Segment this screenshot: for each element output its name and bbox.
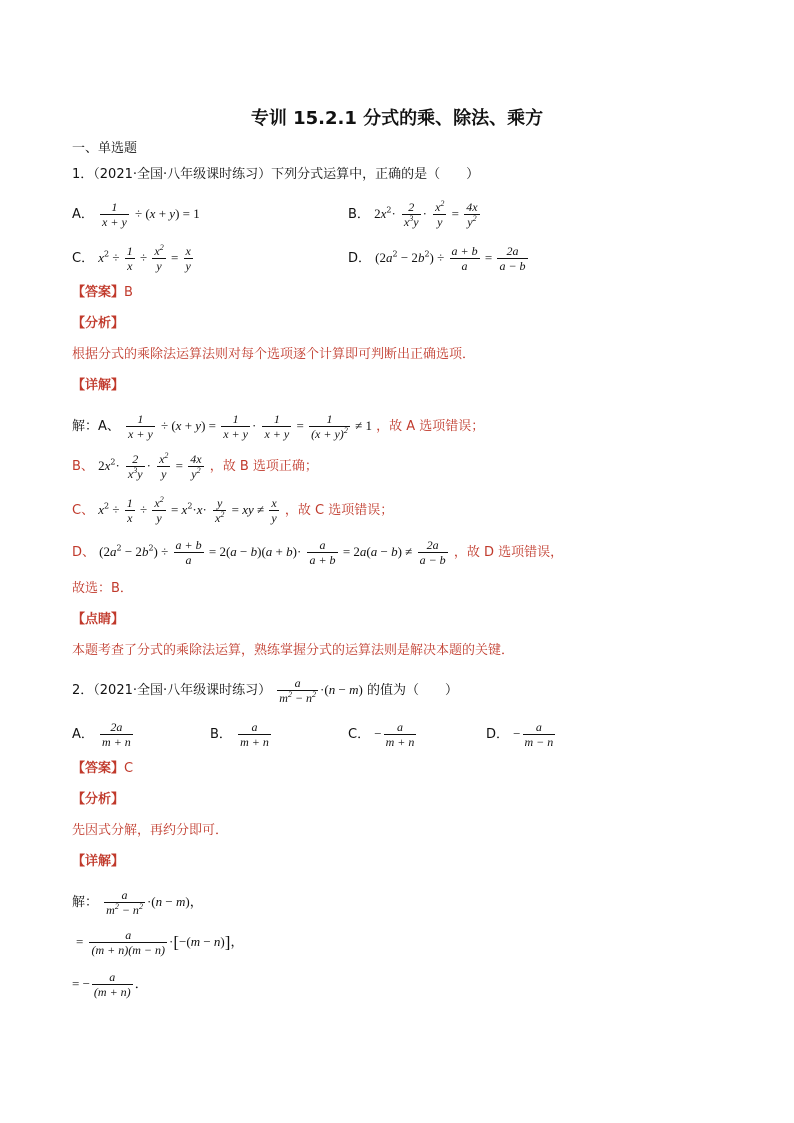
q2-analysis-label: 【分析】 <box>72 792 125 807</box>
q1-answer: 【答案】B <box>72 285 133 300</box>
q1-detail-d: D、 $(2a^2 - 2b^2)$ ÷ $\frac{a + b}{a}$ = 2(a − b)(a + b)· $\frac{a}{a + b}$ = 2a(a − b) ≠ $\frac{2a}{a - b}$ ，故 D 选项错误， <box>72 538 564 567</box>
q1-detail-b: B、 $2x^2\cdot$ $\frac{2}{x^3y}$ · $\frac{x^2}{y}$ = $\frac{4x}{y^2}$ ，故 B 选项正确； <box>72 451 318 481</box>
q1-review-text: 本题考查了分式的乘除法运算，熟练掌握分式的运算法则是解决本题的关键． <box>72 643 515 658</box>
q1-conclusion: 故选：B． <box>72 581 133 596</box>
q1-detail-label: 【详解】 <box>72 378 125 393</box>
q2-detail-step-1: 解： $\frac{a}{m^2 - n^2}$ ·(n − m)， <box>72 888 203 917</box>
q2-answer: 【答案】C <box>72 761 134 776</box>
q2-option-a[interactable]: A． $\frac{2a}{m + n}$ <box>72 720 131 749</box>
q1-option-b[interactable]: B． $2x^2\cdot$ $\frac{2}{x^3y}$ · $\frac{x^2}{y}$ = $\frac{4x}{y^2}$ <box>348 199 478 229</box>
question-1-stem: 1．（2021·全国·八年级课时练习）下列分式运算中，正确的是（ ） <box>72 167 480 182</box>
page-title: 专训 15.2.1 分式的乘、除法、乘方 <box>250 108 544 129</box>
q1-detail-c: C、 $x^2$ ÷ $\frac{1}{x}$ ÷ $\frac{x^2}{y}$ = $x^2\cdot x\cdot$ $\frac{y}{x^2}$ = xy ≠ $\frac{x}{y}$ ，故 C 选项错误； <box>72 495 394 525</box>
q1-review-label: 【点睛】 <box>72 612 125 627</box>
q2-detail-label: 【详解】 <box>72 854 125 869</box>
q1-option-d[interactable]: D． $(2a^2 - 2b^2)$ ÷ $\frac{a + b}{a}$ = $\frac{2a}{a - b}$ <box>348 244 526 273</box>
q2-analysis-text: 先因式分解，再约分即可． <box>72 823 229 838</box>
question-2-stem: 2．（2021·全国·八年级课时练习） $\frac{a}{m^2 - n^2}$ ·(n − m) 的值为（ ） <box>72 676 458 705</box>
q1-analysis-label: 【分析】 <box>72 316 125 331</box>
q2-option-c[interactable]: C． − $\frac{a}{m + n}$ <box>348 720 415 749</box>
q1-option-a[interactable]: A． $\frac{1}{x + y}$ ÷ (x + y) = 1 <box>72 200 200 229</box>
q1-answer-value: B <box>124 285 133 300</box>
q2-option-d[interactable]: D． − $\frac{a}{m - n}$ <box>486 720 554 749</box>
section-heading: 一、单选题 <box>72 141 138 156</box>
q2-answer-value: C <box>124 761 134 776</box>
q2-option-b[interactable]: B． $\frac{a}{m + n}$ <box>210 720 269 749</box>
q1-analysis-text: 根据分式的乘除法运算法则对每个选项逐个计算即可判断出正确选项． <box>72 347 476 362</box>
q2-detail-step-2: = $\frac{a}{(m + n)(m - n)}$ ·[−(m − n)]， <box>76 928 244 957</box>
q2-detail-step-3: = − $\frac{a}{(m + n)}$ ． <box>72 970 148 999</box>
q1-detail-a: 解：A、 $\frac{1}{x + y}$ ÷ (x + y) = $\frac{1}{x + y}$ · $\frac{1}{x + y}$ = $\frac{1}{(x + y)^2}$ ≠ 1 ，故 A 选项错误； <box>72 412 485 441</box>
q1-option-c[interactable]: C． $x^2$ ÷ $\frac{1}{x}$ ÷ $\frac{x^2}{y}$ = $\frac{x}{y}$ <box>72 243 191 273</box>
